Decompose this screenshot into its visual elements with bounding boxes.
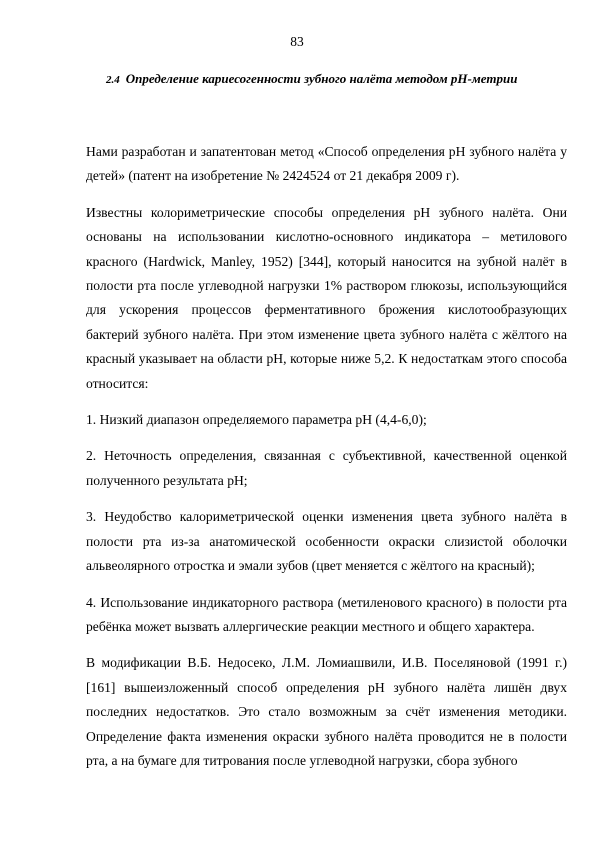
paragraph-drawback-1: 1. Низкий диапазон определяемого параметра рН (4,4-6,0); [86, 412, 427, 428]
body-text [86, 140, 567, 785]
section-heading [106, 71, 566, 87]
paragraph-colorimetric-methods: Известны колориметрические способы определения рН зубного налёта. Они основаны на использовании кислотно-основного индикатора – метилового красного (Hardwick, Manley, 1952) [344], который наносится на зубной налёт в полости рта после углеводной нагрузки 1% раствором глюкозы, использующийся для ускорения процессов ферментативного брожения кислотообразующих бактерий зубного налёта. При этом изменение цвета зубного налёта с жёлтого на красный указывает на области рН, которые ниже 5,2. К недостаткам этого способа относится: [86, 204, 567, 391]
paragraph-modification: В модификации В.Б. Недосеко, Л.М. Ломиашвили, И.В. Поселяновой (1991 г.) [161] вышеизложенный способ определения рН зубного налёта лишён двух последних недостатков. Это стало возможным за счёт изменения методики. Определение факта изменения окраски зубного налёта проводится не в полости рта, а на бумаге для титрования после углеводной нагрузки, сбора зубного [86, 655, 567, 768]
page-number: 83 [290, 34, 304, 49]
section-title: Определение кариесогенности зубного налёта методом рН-метрии [125, 71, 518, 86]
section-number: 2.4 [106, 74, 120, 86]
paragraph-drawback-2: 2. Неточность определения, связанная с субъективной, качественной оценкой полученного результата рН; [86, 448, 567, 488]
paragraph-drawback-3: 3. Неудобство калориметрической оценки изменения цвета зубного налёта в полости рта из-за анатомической особенности окраски слизистой оболочки альвеолярного отростка и эмали зубов (цвет меняется с жёлтого на красный); [86, 509, 567, 574]
paragraph-drawback-4: 4. Использование индикаторного раствора (метиленового красного) в полости рта ребёнка может вызвать аллергические реакции местного и общего характера. [86, 594, 567, 634]
paragraph-patent: Нами разработан и запатентован метод «Способ определения рН зубного налёта у детей» (патент на изобретение № 2424524 от 21 декабря 2009 г). [86, 144, 567, 184]
